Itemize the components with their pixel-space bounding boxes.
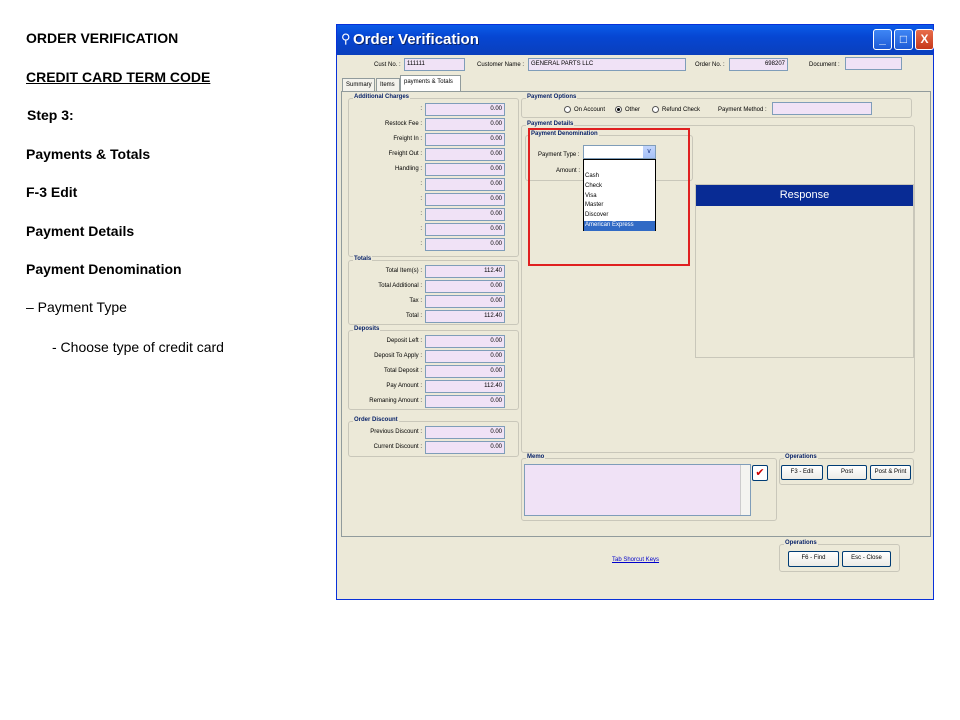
additional-charges-row-label: : [420, 226, 422, 232]
cust-no-label: Cust No. : [374, 62, 401, 68]
additional-charges-title: Additional Charges [354, 94, 410, 100]
notes-line-f3-edit: F-3 Edit [26, 184, 78, 200]
deposits-row-label: Pay Amount : [386, 383, 422, 389]
additional-charges-row-value[interactable]: 0.00 [425, 208, 505, 221]
additional-charges-row-label: : [420, 211, 422, 217]
tab-shortcut-keys-link[interactable]: Tab Shorcut Keys [612, 557, 660, 563]
customer-name-label: Customer Name : [477, 62, 525, 68]
order-no-field[interactable]: 698207 [729, 58, 788, 71]
other-radio[interactable] [615, 106, 622, 113]
memo-title: Memo [527, 454, 545, 460]
payment-type-option[interactable]: American Express [584, 221, 655, 231]
order-discount-title: Order Discount [354, 417, 398, 423]
payment-type-option[interactable]: Discover [585, 212, 609, 219]
payment-type-option[interactable]: Check [585, 182, 603, 189]
order-discount-row-value[interactable]: 0.00 [425, 441, 505, 454]
notes-step: Step 3: [27, 107, 74, 123]
payment-type-option[interactable]: Cash [585, 173, 600, 179]
totals-group [348, 256, 519, 325]
additional-charges-row-value[interactable]: 0.00 [425, 118, 505, 131]
notes-title: ORDER VERIFICATION [26, 30, 179, 46]
payment-type-option[interactable]: Visa [585, 192, 597, 199]
operations-title: Operations [785, 454, 817, 460]
totals-row-label: Total Additional : [378, 283, 422, 289]
payment-denomination-title: Payment Denomination [531, 131, 598, 137]
refund-check-radio[interactable] [652, 106, 659, 113]
document-label: Document : [809, 62, 840, 68]
close-button[interactable]: X [915, 29, 934, 50]
deposits-row-value[interactable]: 0.00 [425, 350, 505, 363]
deposits-row-value[interactable]: 112.40 [425, 380, 505, 393]
tab-payments-totals[interactable]: payments & Totals [400, 75, 461, 92]
deposits-row-value[interactable]: 0.00 [425, 365, 505, 378]
title-bar[interactable] [337, 25, 933, 55]
deposits-row-label: Remaning Amount : [369, 398, 422, 404]
payment-details-title: Payment Details [527, 121, 574, 127]
additional-charges-row-label: Freight In : [393, 136, 422, 142]
additional-charges-row-value[interactable]: 0.00 [425, 103, 505, 116]
order-discount-group [348, 417, 519, 457]
order-no-label: Order No. : [695, 62, 725, 68]
additional-charges-row-label: Freight Out : [388, 151, 422, 157]
memo-scrollbar[interactable] [740, 465, 750, 515]
deposits-row-label: Deposit To Apply : [374, 353, 422, 359]
notes-line-payment-details: Payment Details [26, 223, 135, 239]
additional-charges-row-label: : [420, 106, 422, 112]
memo-textarea[interactable] [524, 464, 751, 516]
payment-method-field[interactable] [772, 102, 872, 115]
additional-charges-row-label: : [420, 241, 422, 247]
notes-line-choose-card: - Choose type of credit card [52, 339, 224, 355]
operations-group [779, 454, 914, 485]
additional-charges-row-value[interactable]: 0.00 [425, 133, 505, 146]
amount-label: Amount : [556, 168, 581, 174]
payment-method-label: Payment Method : [718, 107, 767, 113]
document-field[interactable] [845, 57, 902, 70]
customer-name-field[interactable]: GENERAL PARTS LLC [528, 58, 686, 71]
refund-check-label: Refund Check [662, 107, 701, 113]
additional-charges-row-value[interactable]: 0.00 [425, 163, 505, 176]
notes-line-payments-totals: Payments & Totals [26, 146, 151, 162]
response-panel [695, 184, 914, 358]
order-discount-row-value[interactable]: 0.00 [425, 426, 505, 439]
totals-row-value[interactable]: 112.40 [425, 310, 505, 323]
totals-title: Totals [354, 256, 372, 262]
key-icon: ⚲ [341, 31, 351, 46]
payment-type-option[interactable]: Master [585, 202, 604, 209]
chevron-down-icon[interactable]: ∨ [643, 146, 655, 158]
additional-charges-row-value[interactable]: 0.00 [425, 193, 505, 206]
memo-group [521, 454, 777, 521]
additional-charges-row-label: Restock Fee : [384, 121, 422, 127]
maximize-button[interactable]: □ [894, 29, 913, 50]
notes-subtitle: CREDIT CARD TERM CODE [26, 69, 211, 85]
deposits-row-label: Total Deposit : [383, 368, 422, 374]
notes-line-payment-type: – Payment Type [26, 299, 127, 315]
tab-summary[interactable]: Summary [342, 78, 375, 92]
totals-row-label: Total Item(s) : [385, 268, 422, 274]
deposits-row-value[interactable]: 0.00 [425, 335, 505, 348]
on-account-radio[interactable] [564, 106, 571, 113]
esc-close-button[interactable]: Esc - Close [842, 551, 891, 567]
minimize-button[interactable]: _ [873, 29, 892, 50]
deposits-title: Deposits [354, 326, 380, 332]
post-button[interactable]: Post [827, 465, 867, 480]
on-account-label: On Account [574, 107, 606, 113]
footer-operations-title: Operations [785, 540, 817, 546]
totals-row-value[interactable]: 0.00 [425, 295, 505, 308]
tab-items[interactable]: Items [376, 78, 400, 92]
post-print-button[interactable]: Post & Print [870, 465, 911, 480]
payment-options-group [521, 94, 912, 118]
deposits-row-value[interactable]: 0.00 [425, 395, 505, 408]
order-discount-row-label: Current Discount : [373, 444, 422, 450]
additional-charges-row-label: : [420, 181, 422, 187]
totals-row-value[interactable]: 0.00 [425, 280, 505, 293]
deposits-group [348, 326, 519, 410]
other-label: Other [625, 107, 641, 113]
order-verification-window [336, 24, 934, 600]
additional-charges-group [348, 94, 519, 257]
additional-charges-row-value[interactable]: 0.00 [425, 178, 505, 191]
window-title: Order Verification [353, 31, 479, 48]
memo-check-button[interactable]: ✔ [752, 465, 768, 481]
cust-no-field[interactable]: 111111 [404, 58, 465, 71]
additional-charges-row-label: : [420, 196, 422, 202]
totals-row-value[interactable]: 112.40 [425, 265, 505, 278]
f3-edit-button[interactable]: F3 - Edit [781, 465, 823, 480]
totals-row-label: Total : [405, 313, 422, 319]
payment-options-title: Payment Options [527, 94, 577, 100]
highlight-box [528, 128, 690, 266]
additional-charges-row-value[interactable]: 0.00 [425, 238, 505, 251]
totals-row-label: Tax : [409, 298, 422, 304]
additional-charges-row-label: Handling : [394, 166, 422, 172]
f6-find-button[interactable]: F6 - Find [788, 551, 839, 567]
additional-charges-row-value[interactable]: 0.00 [425, 223, 505, 236]
order-discount-row-label: Previous Discount : [370, 429, 422, 435]
deposits-row-label: Deposit Left : [386, 338, 422, 344]
notes-line-payment-denomination: Payment Denomination [26, 261, 182, 277]
footer-operations-group [779, 540, 900, 572]
payment-type-label: Payment Type : [538, 152, 580, 158]
response-title: Response [696, 185, 913, 206]
additional-charges-row-value[interactable]: 0.00 [425, 148, 505, 161]
